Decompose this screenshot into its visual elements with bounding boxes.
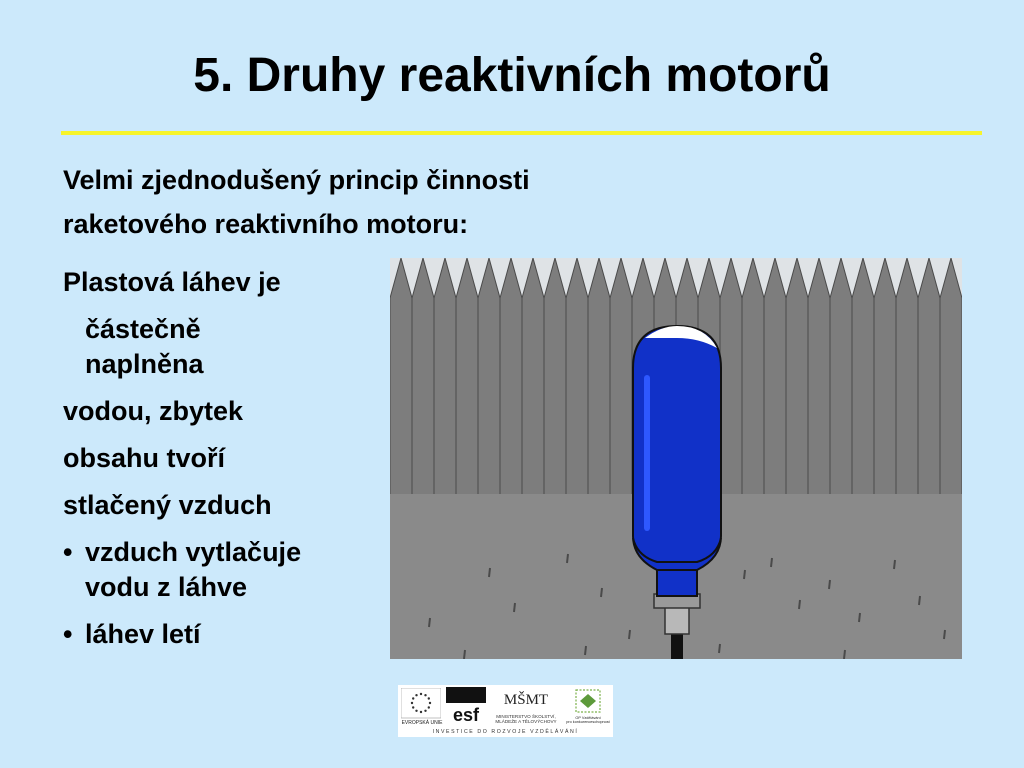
bullet-marker: •	[63, 537, 73, 567]
bullet-1-line-2: vodu z láhve	[85, 572, 248, 602]
grass-mark	[744, 570, 745, 579]
fence-plank	[918, 258, 940, 498]
grass-mark	[464, 650, 465, 659]
fence-plank	[764, 258, 786, 498]
fence-plank	[896, 258, 918, 498]
grass-mark	[944, 630, 945, 639]
fence-plank	[434, 258, 456, 498]
subtitle-line-2: raketového reaktivního motoru:	[63, 209, 469, 239]
grass-mark	[429, 618, 430, 627]
eu-star	[429, 702, 431, 704]
paragraph-5	[63, 488, 383, 523]
grass-mark	[514, 603, 515, 612]
body-text	[63, 265, 383, 664]
paragraph-4-text: obsahu tvoří	[63, 443, 226, 473]
bullet-1-line-1: vzduch vytlačuje	[85, 537, 302, 567]
bullet-item-1	[63, 535, 383, 605]
eu-star	[412, 697, 414, 699]
fence-plank	[610, 258, 632, 498]
grass-mark	[829, 580, 830, 589]
msmt-label-line-1: MINISTERSTVO ŠKOLSTVÍ,	[496, 714, 556, 719]
water-rocket-illustration	[390, 258, 962, 659]
grass-mark	[489, 568, 490, 577]
fence-plank	[522, 258, 544, 498]
op-label-line-1: OP Vzdělávání	[575, 716, 601, 720]
paragraph-1-text: Plastová láhev je	[63, 267, 281, 297]
eu-star	[420, 711, 422, 713]
fence-plank	[390, 258, 412, 498]
fence-plank	[478, 258, 500, 498]
slide-subtitle	[63, 158, 703, 246]
paragraph-2	[63, 312, 383, 382]
grass-mark	[601, 588, 602, 597]
msmt-logo-text: MŠMT	[503, 692, 549, 708]
paragraph-3-text: vodou, zbytek	[63, 396, 244, 426]
eu-star	[420, 693, 422, 695]
paragraph-4	[63, 441, 383, 476]
bullet-2-text: láhev letí	[85, 619, 201, 649]
paragraph-5-text: stlačený vzduch	[63, 490, 272, 520]
logos-footer: INVESTICE DO ROZVOJE VZDĚLÁVÁNÍ	[432, 729, 579, 735]
fence-plank	[742, 258, 764, 498]
grass-mark	[799, 600, 800, 609]
eu-star	[412, 706, 414, 708]
fence-plank	[544, 258, 566, 498]
msmt-label-line-2: MLÁDEŽE A TĚLOVÝCHOVY	[495, 719, 557, 724]
slide-title: 5. Druhy reaktivních motorů	[193, 49, 831, 102]
eu-star	[428, 706, 430, 708]
paragraph-2-line-1: částečně	[85, 314, 201, 344]
grass-mark	[585, 646, 586, 655]
grass-mark	[919, 596, 920, 605]
funding-logos-strip	[398, 685, 613, 737]
grass-mark	[894, 560, 895, 569]
bullet-item-2	[63, 617, 383, 652]
eu-star	[428, 697, 430, 699]
eu-star	[411, 702, 413, 704]
grass-mark	[844, 650, 845, 659]
fence-plank	[830, 258, 852, 498]
eu-star	[424, 710, 426, 712]
fence-plank	[852, 258, 874, 498]
eu-star	[415, 710, 417, 712]
eu-flag-icon	[401, 688, 441, 724]
msmt-label	[487, 714, 565, 724]
op-label-line-2: pro konkurenceschopnost	[566, 720, 610, 725]
fence-plank	[412, 258, 434, 498]
esf-logo-text: esf	[452, 705, 480, 725]
fence-plank	[786, 258, 808, 498]
fence-plank	[500, 258, 522, 498]
eu-label: EVROPSKÁ UNIE	[401, 720, 443, 726]
op-label	[564, 716, 612, 725]
fence-plank	[808, 258, 830, 498]
fence-plank	[456, 258, 478, 498]
subtitle-line-1: Velmi zjednodušený princip činnosti	[63, 165, 530, 195]
paragraph-1	[63, 265, 383, 300]
grass-mark	[719, 644, 720, 653]
fence-plank	[940, 258, 962, 498]
bullet-marker: •	[63, 619, 73, 649]
eu-star	[424, 694, 426, 696]
grass-mark	[771, 558, 772, 567]
paragraph-3	[63, 394, 383, 429]
esf-logo-icon	[446, 687, 486, 725]
grass-mark	[859, 613, 860, 622]
fence-plank	[874, 258, 896, 498]
eu-star	[415, 694, 417, 696]
fence-plank	[720, 258, 742, 498]
title-underline	[61, 131, 982, 135]
fence-plank	[566, 258, 588, 498]
grass-mark	[629, 630, 630, 639]
paragraph-2-line-2: naplněna	[85, 349, 204, 379]
fence-plank	[588, 258, 610, 498]
grass-mark	[567, 554, 568, 563]
